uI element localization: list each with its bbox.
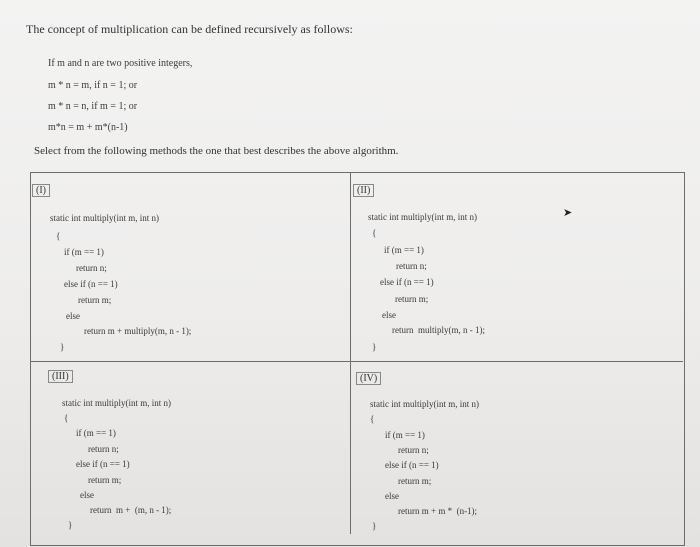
code-line: { <box>372 228 377 238</box>
code-line: } <box>60 342 65 352</box>
code-line: return multiply(m, n - 1); <box>392 325 485 335</box>
options-table <box>30 172 685 546</box>
intro-text: The concept of multiplication can be defined recursively as follows: <box>26 22 353 36</box>
code-line: static int multiply(int m, int n) <box>62 398 171 408</box>
option-label: (III) <box>48 370 73 383</box>
code-line: if (m == 1) <box>384 245 424 255</box>
code-line: else if (n == 1) <box>385 460 439 470</box>
definition-line: m * n = n, if m = 1; or <box>48 101 138 112</box>
code-line: { <box>370 414 375 424</box>
code-line: return m + multiply(m, n - 1); <box>84 326 192 336</box>
code-line: return m + m * (n-1); <box>398 506 478 516</box>
code-line: else if (n == 1) <box>76 459 130 469</box>
option-label: (I) <box>32 184 50 197</box>
code-line: } <box>68 520 73 530</box>
code-line: static int multiply(int m, int n) <box>368 212 477 222</box>
code-line: return m; <box>395 294 429 304</box>
code-line: return m; <box>88 475 122 485</box>
code-line: { <box>64 413 69 423</box>
definition-line: m * n = m, if n = 1; or <box>48 80 138 91</box>
code-line: return m; <box>398 476 432 486</box>
code-line: { <box>56 231 61 241</box>
option-label: (II) <box>353 184 374 197</box>
code-line: if (m == 1) <box>64 247 104 257</box>
code-line: else <box>385 491 399 501</box>
code-line: return n; <box>398 445 429 455</box>
code-line: else <box>382 310 396 320</box>
option-label: (IV) <box>356 372 381 385</box>
code-line: static int multiply(int m, int n) <box>50 213 159 223</box>
code-line: return n; <box>76 263 107 273</box>
code-line: return m + (m, n - 1); <box>90 505 172 515</box>
code-line: else <box>80 490 94 500</box>
code-line: else if (n == 1) <box>380 277 434 287</box>
code-line: } <box>372 521 377 531</box>
code-line: else if (n == 1) <box>64 279 118 289</box>
code-line: else <box>66 311 80 321</box>
definition-line: If m and n are two positive integers, <box>48 58 193 69</box>
code-line: return n; <box>396 261 427 271</box>
mouse-cursor-icon: ➤ <box>563 207 573 219</box>
question-prompt: Select from the following methods the one that best describes the above algorithm. <box>34 145 399 157</box>
code-line: } <box>372 342 377 352</box>
code-line: return m; <box>78 295 112 305</box>
code-line: if (m == 1) <box>76 428 116 438</box>
code-line: if (m == 1) <box>385 430 425 440</box>
definition-line: m*n = m + m*(n-1) <box>48 122 128 133</box>
table-divider-vertical <box>350 172 351 534</box>
table-divider-horizontal <box>30 361 683 362</box>
code-line: static int multiply(int m, int n) <box>370 399 479 409</box>
code-line: return n; <box>88 444 119 454</box>
